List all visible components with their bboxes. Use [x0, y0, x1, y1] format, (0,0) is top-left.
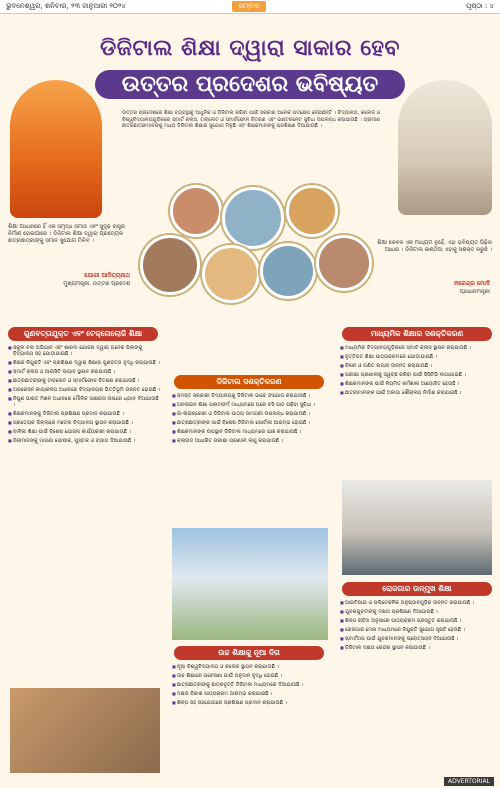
list-item: ■ ସ୍ମାର୍ଟ କ୍ଲାସ ଓ ଆଇସିଟି ଲ୍ୟାବ ସ୍ଥାପନ କରାଯାଉଛି ।	[8, 369, 160, 375]
list-item: ■ ପ୍ରତ୍ୟେକ ଜିଲ୍ଲାରେ ମଡେଲ ବିଦ୍ୟାଳୟ ସ୍ଥାପନ କରାଯାଉଛି ।	[8, 420, 160, 426]
modi-portrait	[398, 80, 492, 215]
photo-circle	[286, 185, 338, 237]
photo-circle	[170, 185, 222, 237]
list-item: ■ ଅପରେସନ କାୟାକଳ୍ପ ଅଧୀନରେ ବିଦ୍ୟାଳୟର ଭିତ୍ତିଭୂମି ଉନ୍ନତ ହୋଇଛି ।	[8, 387, 160, 393]
right-section-body	[340, 345, 494, 477]
list-item: ■ ଦକ୍ଷତା ବିକାଶ ପାଠ୍ୟକ୍ରମ ଆରମ୍ଭ କରାଯାଇଛି ।	[172, 691, 328, 697]
list-item: ■ ଶିକ୍ଷକମାନଙ୍କ ଉପସ୍ଥାନ ଡିଜିଟାଲ ମାଧ୍ୟମରେ ଯାଞ୍ଚ କରାଯାଉଛି ।	[172, 429, 328, 435]
list-item: ■ ଶିକ୍ଷକ ନିଯୁକ୍ତି ଏବଂ ପ୍ରଶିକ୍ଷଣ ଦ୍ୱାରା ଶିକ୍ଷାର ଗୁଣବତ୍ତା ବୃଦ୍ଧି କରାଯାଉଛି ।	[8, 360, 160, 366]
classroom-photo	[10, 688, 160, 773]
right-section-heading: ମାଧ୍ୟମିକ ଶିକ୍ଷାର ସଶକ୍ତିକରଣ	[342, 327, 492, 341]
list-item: ■ ନୂଆ ବିଶ୍ୱବିଦ୍ୟାଳୟ ଓ କଲେଜ ସ୍ଥାପନ କରାଯାଉଛି ।	[172, 664, 328, 670]
list-item: ■ ସମସ୍ତ ସରକାରୀ ବିଦ୍ୟାଳୟକୁ ଡିଜିଟାଲ ଭାବେ ସଂଯୋଗ କରାଯାଉଛି ।	[172, 393, 328, 399]
photo-circle	[260, 243, 316, 299]
list-item: ■ ଛାତ୍ରଛାତ୍ରୀଙ୍କୁ ଛାତ୍ରବୃତ୍ତି ଡିଜିଟାଲ ମାଧ୍ୟମରେ ଦିଆଯାଉଛି ।	[172, 682, 328, 688]
list-item: ■ ଛାତ୍ରଛାତ୍ରୀଙ୍କୁ ଟାବଲେଟ ଓ ସ୍ମାର୍ଟଫୋନ ବିତରଣ କରାଯାଉଛି ।	[8, 378, 160, 384]
list-item: ■ କ୍ଲାଉଡ ଆଧାରିତ ପରୀକ୍ଷା ପ୍ରଣାଳୀ ଲାଗୁ କରାଯାଉଛି ।	[172, 438, 328, 444]
headline-line2: ଉତ୍ତର ପ୍ରଦେଶର ଭବିଷ୍ୟତ	[95, 70, 405, 99]
photo-circle	[202, 245, 260, 303]
mid-section-body	[172, 393, 328, 528]
list-item: ■ ଶିକ୍ଷକମାନଙ୍କୁ ଡିଜିଟାଲ ପ୍ରଶିକ୍ଷଣ ପ୍ରଦାନ କରାଯାଉଛି ।	[8, 411, 160, 417]
list-item: ■ ଉଚ୍ଚ ଶିକ୍ଷାରେ ଗବେଷଣା ପାଇଁ ଅନୁଦାନ ବୃଦ୍ଧି ହୋଇଛି ।	[172, 673, 328, 679]
list-item: ■ ଅନଲାଇନ ଶିକ୍ଷା ପ୍ଲାଟଫର୍ମ ମାଧ୍ୟମରେ ଘରେ ବସି ପାଠ ପଢ଼ିବା ସୁବିଧା ।	[172, 402, 328, 408]
yogi-portrait	[10, 80, 102, 218]
list-item: ■ ଶିଳ୍ପ ସହ ସହଯୋଗରେ ପ୍ରଶିକ୍ଷଣ ପ୍ରଦାନ କରାଯାଉଛି ।	[172, 700, 328, 706]
intro-paragraph: ଉତ୍ତର ପ୍ରଦେଶରେ ଶିକ୍ଷା ବ୍ୟବସ୍ଥାକୁ ଆଧୁନିକ ଓ ଡିଜିଟାଲ କରିବା ପାଇଁ ସରକାର ଅନେକ ପଦକ୍ଷେପ ନେଇଛନ୍ତି । ବିଦ୍ୟାଳୟ, କଲେଜ ଓ ବିଶ୍ୱବିଦ୍ୟାଳୟଗୁଡ଼ିକରେ ସ୍ମାର୍ଟ କ୍ଲାସ, ଟାବଲେଟ ଓ ସ୍ମାର୍ଟଫୋନ ବିତରଣ ଏବଂ ଇଣ୍ଟରନେଟ ସୁବିଧା ଉପଲବ୍ଧ କରାଯାଉଛି । ଗ୍ରାମୀଣ ଛାତ୍ରଛାତ୍ରୀମାନଙ୍କୁ ମଧ୍ୟ ଡିଜିଟାଲ ଶିକ୍ଷାର ସୁଯୋଗ ମିଳୁଛି ଏବଂ ଶିକ୍ଷକମାନଙ୍କୁ ପ୍ରଶିକ୍ଷଣ ଦିଆଯାଉଛି ।	[122, 110, 380, 130]
list-item: ■ ପିଲାମାନଙ୍କୁ ମାଗଣା ପୋଷାକ, ପୁସ୍ତକ ଓ ବ୍ୟାଗ ଦିଆଯାଉଛି ।	[8, 438, 160, 444]
yogi-role: ମୁଖ୍ୟମନ୍ତ୍ରୀ, ଉତ୍ତର ପ୍ରଦେଶ	[63, 281, 130, 287]
list-item: ■ ଶିକ୍ଷକମାନଙ୍କ ପାଇଁ ନିୟମିତ କର୍ମଶାଳା ଆୟୋଜିତ ହେଉଛି ।	[340, 381, 494, 387]
modi-name: ନରେନ୍ଦ୍ର ମୋଦି	[454, 280, 490, 287]
list-item: ■ ଆଇଟିଆଇ ଓ ପଲିଟେକ୍ନିକ ଅନୁଷ୍ଠାନଗୁଡ଼ିକ ଉନ୍ନତ କରାଯାଉଛି ।	[340, 600, 494, 606]
advertorial-badge: ADVERTORIAL	[444, 777, 494, 786]
mid-section-heading-2: ଉଚ୍ଚ ଶିକ୍ଷାକୁ ନୂଆ ଦିଗ	[174, 646, 324, 660]
right-section-body-2	[340, 600, 494, 770]
photo-circle	[140, 235, 200, 295]
university-photo	[172, 528, 328, 640]
headline-line1: ଡିଜିଟାଲ ଶିକ୍ଷା ଦ୍ୱାରା ସାକାର ହେବ	[99, 36, 401, 61]
modi-quote: ଶିକ୍ଷା କେବଳ ଏକ ମାଧ୍ୟମ ନୁହେଁ, ଏହା ଭବିଷ୍ୟତ ପିଢ଼ିର ଆଧାର । ଡିଜିଟାଲ ଇଣ୍ଡିଆ ଏହାକୁ ସଶକ୍ତ କରୁଛି ।	[377, 240, 492, 253]
yogi-quote: ଶିକ୍ଷା ଆଧାରରେ ହିଁ ଏକ ସମୃଦ୍ଧ ସମାଜ ଏବଂ ସୁଦୃଢ଼ ରାଷ୍ଟ୍ର ନିର୍ମାଣ ହୋଇପାରେ । ଡିଜିଟାଲ ଶିକ୍ଷା ଦ୍ୱାରା ପ୍ରତ୍ୟେକ ଛାତ୍ରଛାତ୍ରୀଙ୍କୁ ସମାନ ସୁଯୋଗ ମିଳିବ ।	[8, 224, 126, 244]
list-item: ■ ଯୁବକଯୁବତୀଙ୍କୁ ଦକ୍ଷତା ପ୍ରଶିକ୍ଷଣ ଦିଆଯାଉଛି ।	[340, 609, 494, 615]
list-item: ■ ଛାତ୍ରୀମାନଙ୍କ ପାଇଁ ଅଲଗା ଶୌଚାଳୟ ନିର୍ମାଣ କରାଯାଇଛି ।	[340, 390, 494, 396]
list-item: ■ ମାଧ୍ୟମିକ ବିଦ୍ୟାଳୟଗୁଡ଼ିକରେ ସ୍ମାର୍ଟ କ୍ଲାସ ସ୍ଥାପନ କରାଯାଉଛି ।	[340, 345, 494, 351]
list-item: ■ ଛାତ୍ରଛାତ୍ରୀଙ୍କ ପାଇଁ ବିଶେଷ ଡିଜିଟାଲ ପୋର୍ଟାଲ ଆରମ୍ଭ ହୋଇଛି ।	[172, 420, 328, 426]
mid-section-body-2	[172, 664, 328, 774]
list-item: ■ ଶିଳ୍ପ ଚାହିଦା ଅନୁସାରେ ପାଠ୍ୟକ୍ରମ ପ୍ରସ୍ତୁତ କରାଯାଉଛି ।	[340, 618, 494, 624]
list-item: ■ ବିଜ୍ଞାନ ଓ ଗଣିତ ଲ୍ୟାବ ଉନ୍ନତ କରାଯାଉଛି ।	[340, 363, 494, 369]
computer-lab-photo	[342, 480, 492, 575]
newspaper-logo: ସମ୍ବାଦ	[232, 1, 266, 12]
students-photo-collage	[130, 185, 370, 305]
yogi-name: ଯୋଗୀ ଆଦିତ୍ୟନାଥ	[84, 272, 130, 279]
modi-role: ପ୍ରଧାନମନ୍ତ୍ରୀ	[459, 289, 490, 295]
list-item: ■ ବୃତ୍ତିଗତ ଶିକ୍ଷା ପାଠ୍ୟକ୍ରମରେ ଯୋଡ଼ାଯାଇଛି ।	[340, 354, 494, 360]
header-page: ପୃଷ୍ଠା : ୪	[466, 2, 494, 10]
photo-circle	[222, 187, 284, 249]
left-section-body	[8, 345, 160, 685]
list-item: ■ ବାଳିକା ଶିକ୍ଷା ପାଇଁ ବିଶେଷ ଯୋଜନା କାର୍ଯ୍ୟକାରୀ କରାଯାଉଛି ।	[8, 429, 160, 435]
photo-circle	[316, 235, 372, 291]
left-section-heading: ଗୁଣବତ୍ତାଯୁକ୍ତ ଏବଂ ଟେକ୍ନୋଲୋଜି ଶିକ୍ଷା	[8, 327, 158, 341]
list-item: ■ ରୋଜଗାର ମେଳା ମାଧ୍ୟମରେ ନିଯୁକ୍ତି ସୁଯୋଗ ସୃଷ୍ଟି ହେଉଛି ।	[340, 627, 494, 633]
header-date: ଭୁବନେଶ୍ୱର, ଶନିବାର, ୨୩ ଜାନୁଆରୀ ୨୦୨୪	[6, 2, 126, 10]
mid-section-heading: ଡିଜିଟାଲ ସଶକ୍ତିକରଣ	[174, 375, 324, 389]
list-item: ■ ସ୍କୁଲ ଚଲ ଅଭିଯାନ ଏବଂ ଶାରଦା ଯୋଜନା ଦ୍ୱାରା ଅନେକ ପିଲାଙ୍କୁ ବିଦ୍ୟାଳୟ ସହ ଯୋଡ଼ାଯାଇଛି ।	[8, 345, 160, 358]
right-section-heading-2: ରୋଜଗାର ଉନ୍ମୁଖ ଶିକ୍ଷା	[342, 582, 492, 596]
list-item: ■ ଇ-ଲାଇବ୍ରେରୀ ଓ ଡିଜିଟାଲ ପାଠ୍ୟ ସାମଗ୍ରୀ ଉପଲବ୍ଧ କରାଯାଉଛି ।	[172, 411, 328, 417]
list-item: ■ ନିପୁଣ ଭାରତ ମିଶନ ଅଧୀନରେ ମୌଳିକ ସାକ୍ଷରତା ଉପରେ ଧ୍ୟାନ ଦିଆଯାଉଛି ।	[8, 396, 160, 409]
list-item: ■ ଡିଜିଟାଲ ଦକ୍ଷତା କେନ୍ଦ୍ର ସ୍ଥାପନ କରାଯାଉଛି ।	[340, 645, 494, 651]
list-item: ■ ଷ୍ଟାର୍ଟଅପ ପାଇଁ ଯୁବକମାନଙ୍କୁ ପ୍ରୋତ୍ସାହନ ଦିଆଯାଉଛି ।	[340, 636, 494, 642]
list-item: ■ ପରୀକ୍ଷା ପ୍ରଣାଳୀକୁ ସ୍ୱଚ୍ଛ କରିବା ପାଇଁ ସିସିଟିଭି ଲଗାଯାଇଛି ।	[340, 372, 494, 378]
